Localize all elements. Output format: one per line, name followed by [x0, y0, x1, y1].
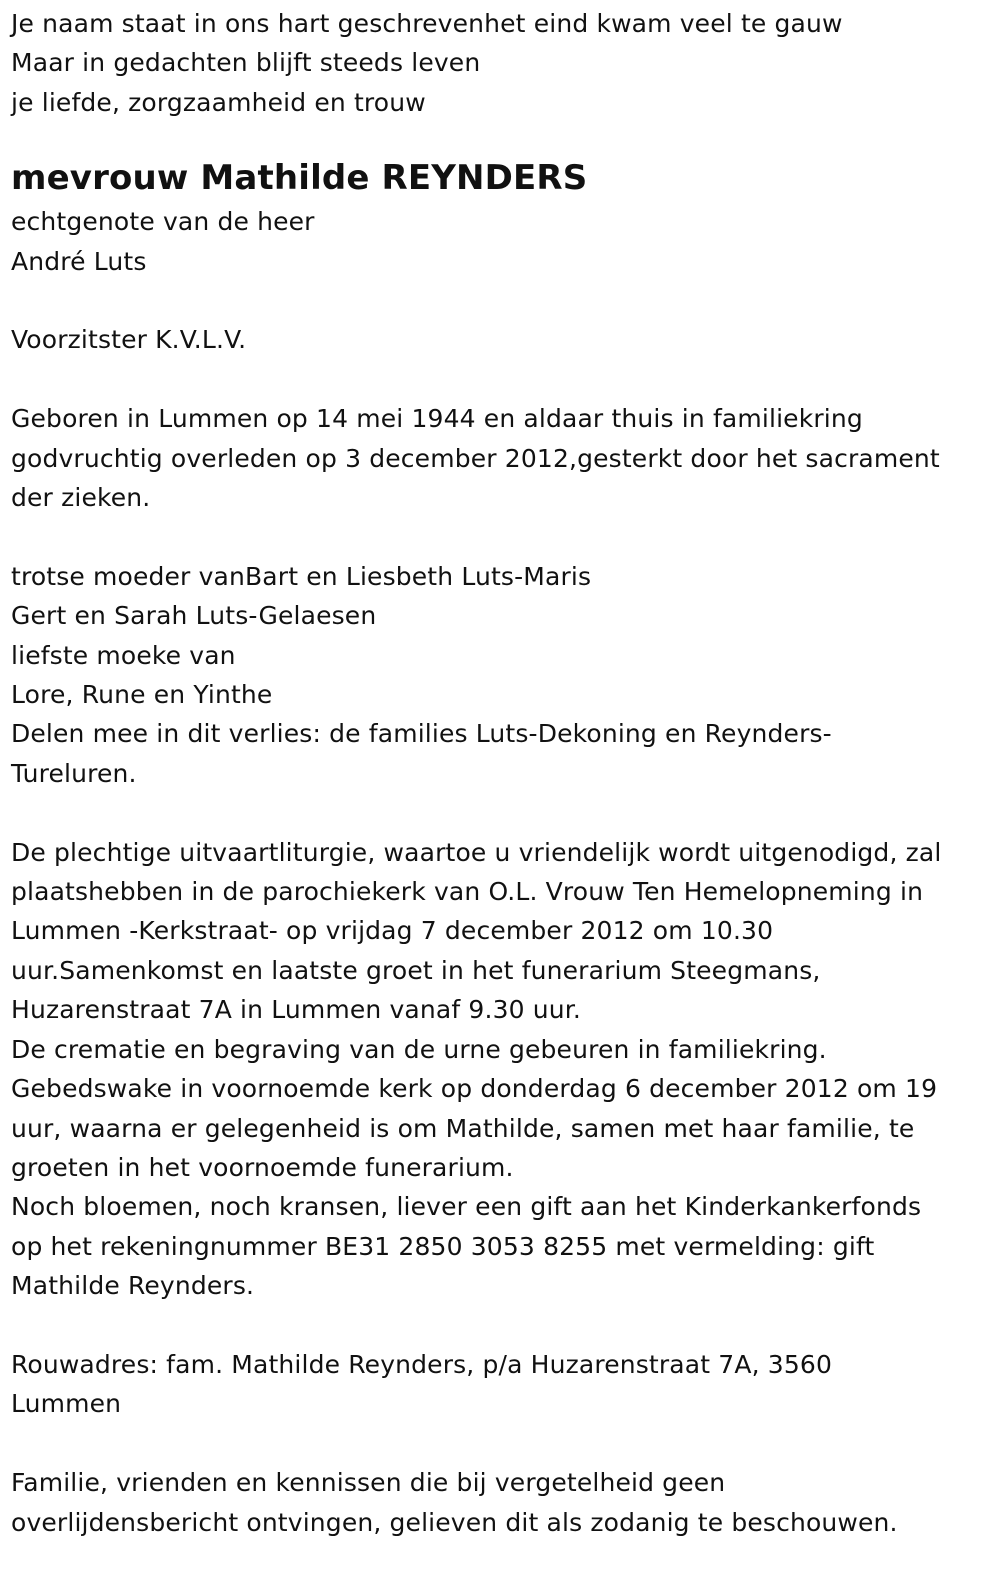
spacer — [11, 281, 990, 320]
closing-paragraph — [11, 1463, 990, 1542]
paragraph-line: Huzarenstraat 7A in Lummen vanaf 9.30 uur. — [11, 995, 581, 1025]
paragraph-line: groeten in het voornoemde funerarium. — [11, 1152, 514, 1182]
family-paragraph — [11, 557, 990, 793]
paragraph-line: uur.Samenkomst en laatste groet in het funerarium Steegmans, — [11, 955, 821, 985]
paragraph-line: op het rekeningnummer BE31 2850 3053 8255 met vermelding: gift — [11, 1231, 875, 1261]
paragraph-line: Lore, Rune en Yinthe — [11, 680, 273, 710]
paragraph-line: godvruchtig overleden op 3 december 2012,gesterkt door het sacrament — [11, 443, 940, 473]
paragraph-line: Lummen -Kerkstraat- op vrijdag 7 december 2012 om 10.30 — [11, 916, 774, 946]
spacer — [11, 360, 990, 399]
paragraph-line: De plechtige uitvaartliturgie, waartoe u vriendelijk wordt uitgenodigd, zal — [11, 837, 942, 867]
paragraph-line: Gert en Sarah Luts-Gelaesen — [11, 601, 377, 631]
paragraph-line: De crematie en begraving van de urne gebeuren in familiekring. — [11, 1034, 827, 1064]
paragraph-line: Gebedswake in voornoemde kerk op donderdag 6 december 2012 om 19 — [11, 1074, 938, 1104]
paragraph-line: Tureluren. — [11, 758, 137, 788]
spouse-line: André Luts — [11, 246, 147, 276]
paragraph-line: trotse moeder vanBart en Liesbeth Luts-Maris — [11, 561, 592, 591]
birth-death-paragraph — [11, 399, 990, 517]
poem — [11, 4, 990, 122]
paragraph-line: Noch bloemen, noch kransen, liever een gift aan het Kinderkankerfonds — [11, 1192, 922, 1222]
paragraph-line: der zieken. — [11, 483, 151, 513]
paragraph-line: Rouwadres: fam. Mathilde Reynders, p/a Huzarenstraat 7A, 3560 — [11, 1349, 833, 1379]
paragraph-line: uur, waarna er gelegenheid is om Mathilde, samen met haar familie, te — [11, 1113, 915, 1143]
poem-line: Je naam staat in ons hart geschrevenhet eind kwam veel te gauw — [11, 9, 843, 38]
spacer — [11, 1306, 990, 1345]
paragraph-line: overlijdensbericht ontvingen, gelieven dit als zodanig te beschouwen. — [11, 1507, 898, 1537]
spacer — [11, 517, 990, 556]
paragraph-line: liefste moeke van — [11, 640, 236, 670]
paragraph-line: Delen mee in dit verlies: de families Luts-Dekoning en Reynders- — [11, 719, 832, 749]
ceremony-paragraph — [11, 833, 990, 1306]
paragraph-line: Mathilde Reynders. — [11, 1271, 255, 1301]
deceased-name: mevrouw Mathilde REYNDERS — [11, 158, 588, 199]
spouse-line: echtgenote van de heer — [11, 207, 315, 237]
paragraph-line: Lummen — [11, 1389, 122, 1419]
poem-line: Maar in gedachten blijft steeds leven — [11, 48, 481, 78]
paragraph-line: Familie, vrienden en kennissen die bij vergetelheid geen — [11, 1468, 726, 1498]
poem-line: je liefde, zorgzaamheid en trouw — [11, 87, 426, 117]
spacer — [11, 1424, 990, 1463]
address-paragraph — [11, 1345, 990, 1424]
spouse-info — [11, 202, 990, 281]
spacer — [11, 793, 990, 832]
paragraph-line: Geboren in Lummen op 14 mei 1944 en aldaar thuis in familiekring — [11, 404, 863, 434]
paragraph-line: plaatshebben in de parochiekerk van O.L. Vrouw Ten Hemelopneming in — [11, 877, 924, 907]
role-line: Voorzitster K.V.L.V. — [11, 325, 247, 355]
